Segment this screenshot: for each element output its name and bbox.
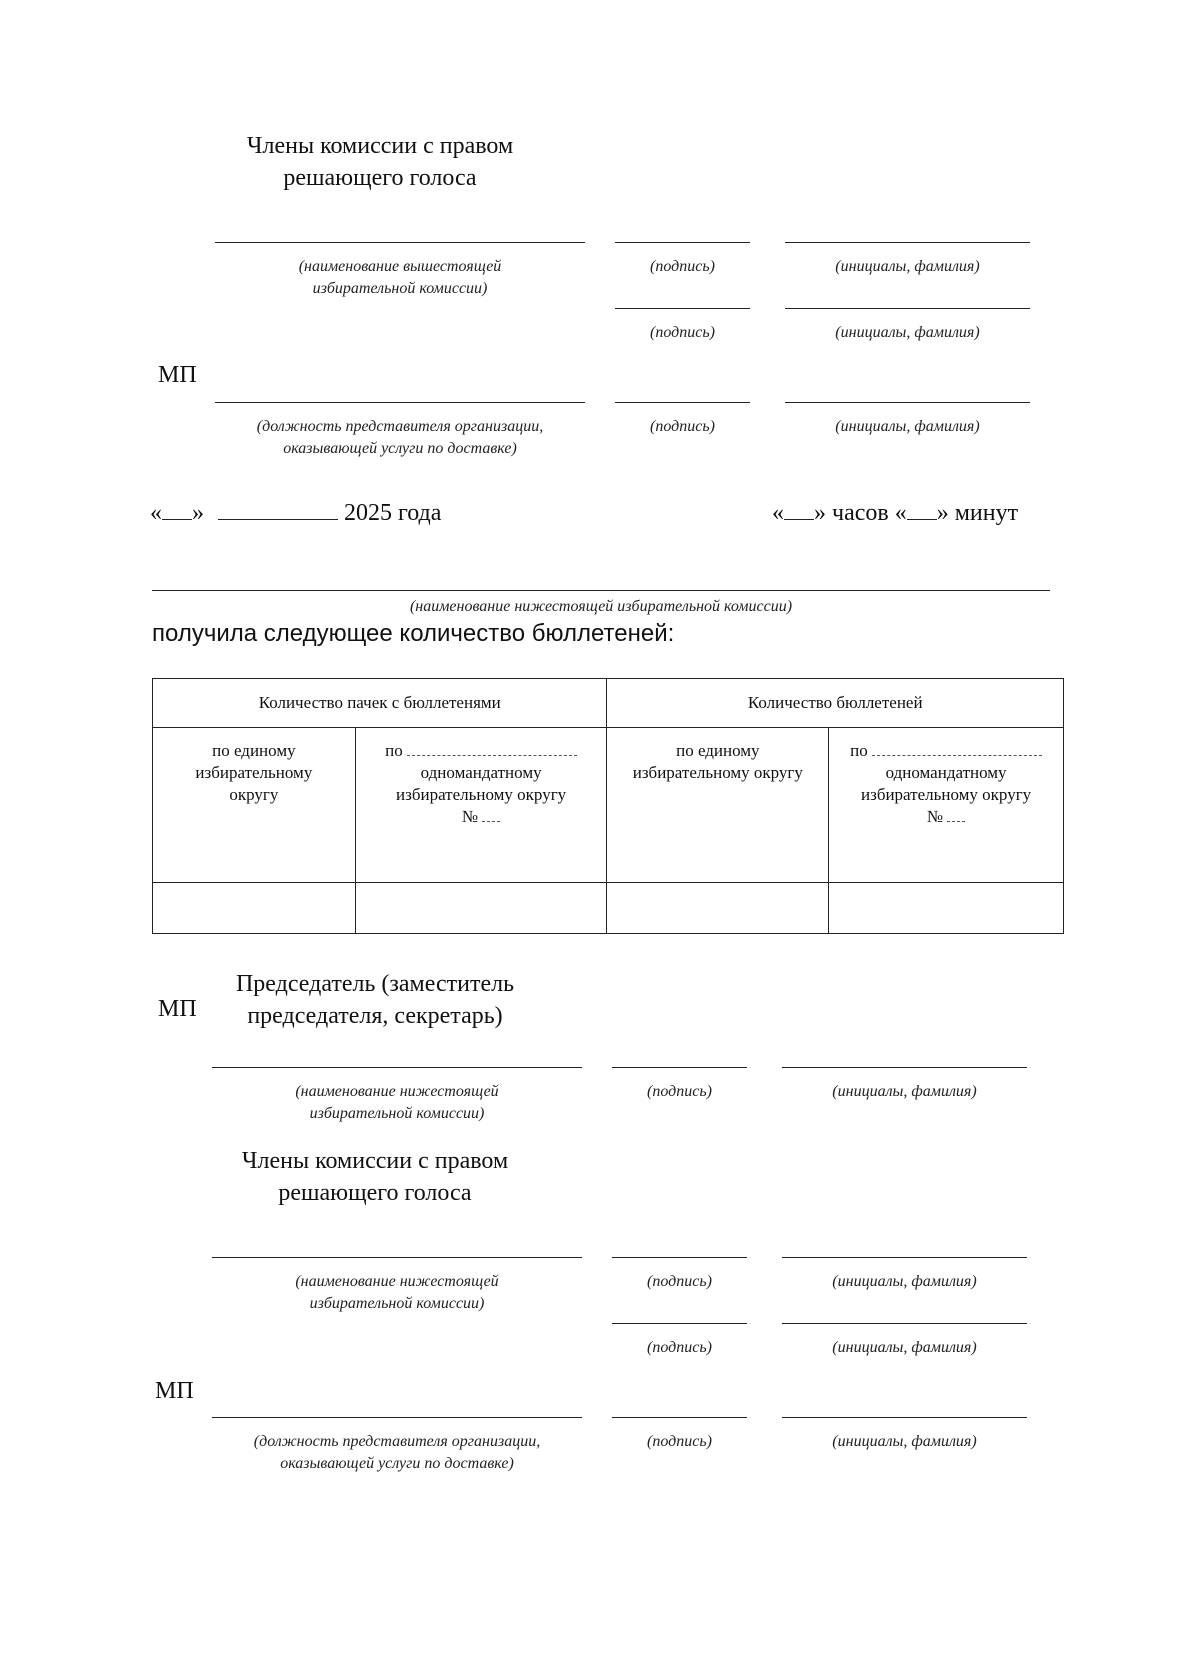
- open-quote: «: [150, 500, 162, 526]
- district-name-blank[interactable]: [407, 741, 577, 756]
- name-line: [785, 308, 1030, 309]
- year-text: 2025 года: [344, 500, 442, 526]
- name-caption: (инициалы, фамилия): [835, 324, 980, 341]
- col1-line2: избирательному: [195, 763, 313, 782]
- date-field: [150, 500, 441, 527]
- minutes-label: » минут: [936, 500, 1019, 526]
- org-caption-line1: (наименование нижестоящей: [295, 1273, 499, 1290]
- chairman-heading-line1: Председатель (заместитель: [235, 971, 515, 997]
- delivery-caption: [202, 1431, 592, 1475]
- chairman-heading: [200, 968, 550, 1032]
- ballots-count-header: Количество бюллетеней: [607, 679, 1064, 728]
- signature-caption: (подпись): [647, 1273, 712, 1290]
- value-cell-packs-member[interactable]: [355, 883, 607, 934]
- members-heading-line2: решающего голоса: [278, 1180, 472, 1206]
- name-caption: (инициалы, фамилия): [832, 1339, 977, 1356]
- col4-line1: [829, 740, 1063, 762]
- col4-prefix: по: [850, 741, 868, 760]
- open-quote: «: [772, 500, 784, 526]
- signature-caption: (подпись): [650, 324, 715, 341]
- col2-line1: [356, 740, 607, 762]
- col4-line2: одномандатному: [885, 763, 1007, 782]
- minutes-blank[interactable]: [907, 501, 937, 520]
- month-blank[interactable]: [218, 501, 338, 520]
- org-name-line: [212, 1257, 582, 1258]
- members-heading-line2: решающего голоса: [283, 165, 477, 191]
- signature-caption: (подпись): [647, 1433, 712, 1450]
- hours-blank[interactable]: [784, 501, 814, 520]
- name-caption: (инициалы, фамилия): [835, 418, 980, 435]
- delivery-caption: [205, 416, 595, 460]
- close-quote: »: [192, 500, 204, 526]
- signature-line: [615, 242, 750, 243]
- district-number-blank[interactable]: [947, 807, 965, 822]
- signature-caption: (подпись): [650, 258, 715, 275]
- org-caption: [212, 1081, 582, 1125]
- members-heading-line1: Члены комиссии с правом: [246, 133, 514, 159]
- district-name-blank[interactable]: [872, 741, 1042, 756]
- delivery-caption-line2: оказывающей услуги по доставке): [280, 1455, 514, 1472]
- received-statement: получила следующее количество бюллетеней:: [152, 620, 675, 647]
- org-caption-line2: избирательной комиссии): [309, 1295, 485, 1312]
- chairman-heading-line2: председателя, секретарь): [247, 1003, 503, 1029]
- delivery-position-line: [215, 402, 585, 403]
- packs-count-header: Количество пачек с бюллетенями: [153, 679, 607, 728]
- signature-line: [612, 1417, 747, 1418]
- signature-line: [612, 1323, 747, 1324]
- col2-prefix: по: [385, 741, 403, 760]
- name-caption: (инициалы, фамилия): [835, 258, 980, 275]
- value-cell-packs-single[interactable]: [153, 883, 356, 934]
- packs-single-district-header: [153, 728, 356, 883]
- org-caption-line1: (наименование нижестоящей: [295, 1083, 499, 1100]
- time-field: [772, 500, 1018, 527]
- number-sign: №: [926, 807, 944, 826]
- name-line: [782, 1257, 1027, 1258]
- signature-line: [612, 1067, 747, 1068]
- members-heading: [195, 1145, 555, 1209]
- org-name-line: [215, 242, 585, 243]
- signature-caption: (подпись): [647, 1083, 712, 1100]
- hours-label: » часов «: [814, 500, 907, 526]
- number-sign: №: [461, 807, 479, 826]
- stamp-place-label: МП: [158, 362, 197, 388]
- name-line: [782, 1417, 1027, 1418]
- org-caption-line1: (наименование вышестоящей: [298, 258, 502, 275]
- signature-caption: (подпись): [647, 1339, 712, 1356]
- delivery-caption-line1: (должность представителя организации,: [256, 418, 544, 435]
- ballots-single-district-header: [607, 728, 829, 883]
- name-line: [785, 242, 1030, 243]
- col4-line4: [829, 806, 1063, 828]
- col2-line2: одномандатному: [420, 763, 542, 782]
- signature-line: [615, 308, 750, 309]
- name-caption: (инициалы, фамилия): [832, 1273, 977, 1290]
- signature-caption: (подпись): [650, 418, 715, 435]
- recipient-commission-line: [152, 590, 1050, 591]
- name-line: [782, 1323, 1027, 1324]
- col1-line1: по единому: [212, 741, 296, 760]
- stamp-place-label: МП: [155, 1378, 194, 1404]
- col4-line3: избирательному округу: [861, 785, 1032, 804]
- col3-line1: по единому: [676, 741, 760, 760]
- col2-line4: [356, 806, 607, 828]
- delivery-caption-line2: оказывающей услуги по доставке): [283, 440, 517, 457]
- packs-single-member-district-header: [355, 728, 607, 883]
- delivery-caption-line1: (должность представителя организации,: [253, 1433, 541, 1450]
- org-name-line: [212, 1067, 582, 1068]
- col2-line3: избирательному округу: [396, 785, 567, 804]
- name-caption: (инициалы, фамилия): [832, 1083, 977, 1100]
- org-caption-line2: избирательной комиссии): [309, 1105, 485, 1122]
- org-caption: [215, 256, 585, 300]
- org-caption: [212, 1271, 582, 1315]
- day-blank[interactable]: [162, 501, 192, 520]
- delivery-position-line: [212, 1417, 582, 1418]
- ballots-table: [152, 678, 1064, 934]
- org-caption-line2: избирательной комиссии): [312, 280, 488, 297]
- name-line: [785, 402, 1030, 403]
- members-heading: [200, 130, 560, 194]
- value-cell-ballots-member[interactable]: [829, 883, 1064, 934]
- stamp-place-label: МП: [158, 996, 197, 1022]
- signature-line: [615, 402, 750, 403]
- col1-line3: округу: [229, 785, 279, 804]
- name-caption: (инициалы, фамилия): [832, 1433, 977, 1450]
- district-number-blank[interactable]: [482, 807, 500, 822]
- members-heading-line1: Члены комиссии с правом: [241, 1148, 509, 1174]
- ballots-single-member-district-header: [829, 728, 1064, 883]
- signature-line: [612, 1257, 747, 1258]
- value-cell-ballots-single[interactable]: [607, 883, 829, 934]
- name-line: [782, 1067, 1027, 1068]
- col3-line2: избирательному округу: [632, 763, 803, 782]
- recipient-caption: (наименование нижестоящей избирательной комиссии): [409, 598, 793, 615]
